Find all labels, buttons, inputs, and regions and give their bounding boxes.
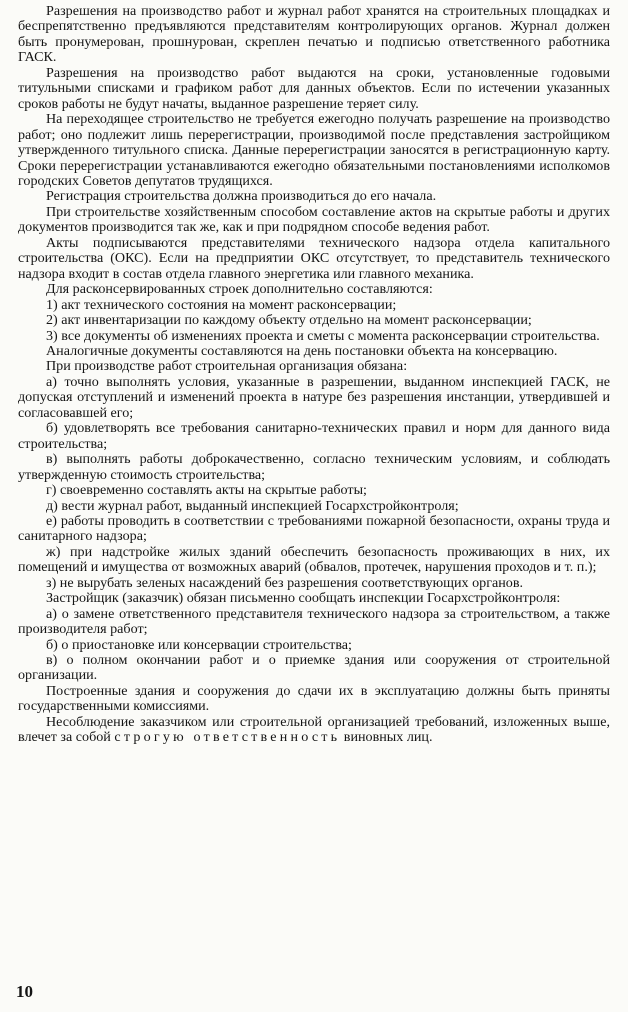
paragraph: При производстве работ строительная организация обязана: (46, 358, 408, 375)
paragraph: Для расконсервированных строек дополнительно составляются: (46, 281, 433, 298)
list-item: а) о замене ответственного представителя технического надзора за строительством, а также производителя работ; (18, 605, 610, 638)
list-item: 1) акт технического состояния на момент расконсервации; (46, 296, 397, 313)
paragraph: Построенные здания и сооружения до сдачи их в эксплуатацию должны быть приняты государственными комиссиями. (18, 682, 610, 715)
list-item: з) не вырубать зеленых насаждений без разрешения соответствующих органов. (46, 574, 523, 591)
list-item: в) о полном окончании работ и о приемке здания или сооружения от строительной организации. (18, 652, 610, 684)
list-item: ж) при надстройке жилых зданий обеспечить безопасность проживающих в них, их помещений и имущества от возможных аварий (обвалов, протечек, нарушения проходов и т. п.); (18, 543, 610, 576)
list-item: д) вести журнал работ, выданный инспекцией Госархстройконтроля; (46, 497, 459, 514)
paragraph: Застройщик (заказчик) обязан письменно сообщать инспекции Госархстройконтроля: (46, 590, 561, 607)
final-paragraph (18, 715, 610, 746)
paragraph: При строительстве хозяйственным способом составление актов на скрытые работы и других документов производится так же, как и при подрядном способе ведения работ. (18, 203, 610, 236)
list-item: б) о приостановке или консервации строительства; (46, 636, 352, 653)
list-item: в) выполнять работы доброкачественно, согласно техническим условиям, и соблюдать утвержденную стоимость строительства; (18, 451, 610, 483)
paragraph: Разрешения на производство работ и журнал работ хранятся на строительных площадках и беспрепятственно предъявляются представителям контролирующих органов. Журнал должен быть пронумерован, прошнурован, скреплен печатью и подписью ответственного работника ГАСК. (18, 3, 610, 66)
list-item: 2) акт инвентаризации по каждому объекту отдельно на момент расконсервации; (46, 312, 532, 329)
final-text-before: Несоблюдение заказчиком или строительной организацией требований, изложенных выше, влечет за собой (18, 713, 610, 746)
paragraph: Аналогичные документы составляются на день постановки объекта на консервацию. (46, 342, 558, 359)
spaced-emphasis: строгую ответственность (114, 729, 341, 746)
paragraph: На переходящее строительство не требуется ежегодно получать разрешение на производство работ; оно подлежит лишь перерегистрации, производимой после представления застройщиком утвержденного титульного списка. Данные перерегистрации заносятся в регистрационную карту. Сроки перерегистрации устанавливаются ежегодно обязательными постановлениями исполкомов городских Советов депутатов трудящихся. (18, 111, 610, 189)
list-item: е) работы проводить в соответствии с требованиями пожарной безопасности, охраны труда и санитарного надзора; (18, 512, 610, 545)
body-text (18, 4, 610, 746)
paragraph: Разрешения на производство работ выдаются на сроки, установленные годовыми титульными списками и графиком работ для данных объектов. Если по истечении указанных сроков работы не будут начаты, выданное разрешение теряет силу. (18, 64, 610, 112)
list-item: б) удовлетворять все требования санитарно-технических правил и норм для данного вида строительства; (18, 420, 610, 452)
list-item: г) своевременно составлять акты на скрытые работы; (46, 482, 367, 499)
list-item: 3) все документы об изменениях проекта и сметы с момента расконсервации строительства. (46, 327, 600, 344)
paragraph: Акты подписываются представителями технического надзора отдела капитального строительства (ОКС). Если на предприятии ОКС отсутствует, то представитель технического надзора входит в состав отдела главного энергетика или главного механика. (18, 234, 610, 282)
paragraph: Регистрация строительства должна производиться до его начала. (46, 188, 437, 205)
final-text-after: виновных лиц. (340, 729, 433, 746)
list-item: а) точно выполнять условия, указанные в разрешении, выданном инспекцией ГАСК, не допуская отступлений и изменений проекта в натуре без разрешения инстанции, утвердившей и согласовавшей его; (18, 373, 610, 421)
page-number: 10 (16, 982, 33, 1001)
